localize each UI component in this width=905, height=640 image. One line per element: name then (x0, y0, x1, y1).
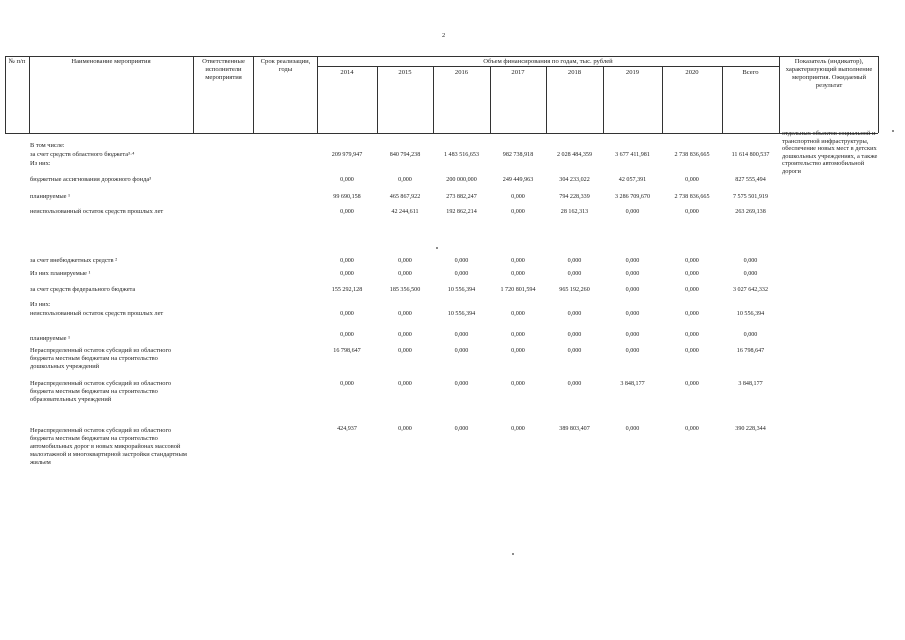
table-cell: 2 028 484,359 (556, 152, 593, 158)
table-cell: 0,000 (511, 209, 525, 215)
row-label: Из них: (30, 301, 51, 308)
table-cell: 42 244,611 (391, 209, 419, 215)
header-term: Срок реализации, годы (260, 58, 311, 73)
table-cell: 794 228,339 (559, 194, 590, 200)
row-label: Нераспределенный остаток субсидий из областного бюджета местным бюджетам на строительство дошкольных учреждений (30, 347, 172, 370)
table-cell: 0,000 (454, 332, 469, 338)
table-cell: 0,000 (685, 258, 699, 264)
table-cell: 0,000 (625, 287, 640, 293)
table-cell: 3 286 709,670 (614, 194, 651, 200)
table-cell: 0,000 (511, 311, 525, 317)
table-cell: 0,000 (625, 258, 640, 264)
page-number: 2 (442, 32, 446, 39)
table-cell: 424,937 (337, 426, 357, 432)
row-label: планируемые ¹ (30, 193, 71, 200)
table-cell: 0,000 (743, 258, 758, 264)
row-label: неиспользованный остаток средств прошлых лет (30, 310, 164, 317)
table-cell: 1 720 801,594 (500, 287, 536, 293)
table-cell: 840 794,238 (389, 152, 421, 158)
row-label: В том числе: (30, 142, 65, 149)
table-cell: 10 556,394 (447, 311, 476, 317)
table-cell: 0,000 (567, 271, 582, 277)
table-cell: 28 162,313 (560, 209, 589, 215)
table-cell: 185 356,500 (389, 287, 421, 293)
row-label: бюджетные ассигнования дорожного фонда³ (30, 176, 152, 183)
table-cell: 200 000,000 (446, 177, 477, 183)
table-cell: 0,000 (685, 271, 699, 277)
table-cell: 10 556,394 (736, 311, 765, 317)
table-cell: 42 057,391 (618, 177, 647, 183)
table-cell: 2 738 836,665 (674, 152, 710, 158)
table-cell: 273 882,247 (446, 194, 477, 200)
table-cell: 827 555,494 (735, 177, 766, 183)
row-label: Из них планируемые ¹ (30, 270, 91, 277)
year-2018: 2018 (567, 69, 582, 76)
table-cell: 0,000 (511, 381, 525, 387)
table-cell: 304 233,022 (559, 177, 590, 183)
table-cell: 263 269,138 (735, 209, 766, 215)
indicator-text: отдельных объектов социальной и транспортной инфраструктуры, обеспечение новых мест в детских дошкольных учреждениях, а также строительство автомобильной дороги (782, 130, 878, 175)
table-cell: 16 798,647 (333, 348, 361, 354)
table-cell: 0,000 (567, 258, 582, 264)
table-cell: 0,000 (685, 287, 699, 293)
table-cell: 0,000 (398, 332, 412, 338)
table-cell: 249 449,963 (502, 177, 534, 183)
table-cell: 0,000 (685, 426, 699, 432)
table-cell: 0,000 (685, 332, 699, 338)
year-2020: 2020 (685, 69, 699, 76)
table-cell: 0,000 (511, 271, 525, 277)
table-cell: 0,000 (340, 177, 354, 183)
table-cell: 0,000 (567, 348, 582, 354)
table-cell: 155 292,128 (331, 287, 363, 293)
table-cell: 3 027 642,332 (732, 287, 769, 293)
table-cell: 10 556,394 (447, 287, 476, 293)
table-cell: 390 228,344 (735, 426, 766, 432)
header-executors: Ответственные исполнители мероприятия (202, 58, 245, 81)
table-cell: 0,000 (340, 311, 354, 317)
table-cell: 0,000 (511, 258, 525, 264)
table-cell: 0,000 (511, 332, 525, 338)
table-cell: 11 614 800,537 (731, 152, 770, 158)
table-cell: 2 738 836,665 (674, 194, 710, 200)
year-2014: 2014 (340, 69, 354, 76)
table-cell: 0,000 (454, 258, 469, 264)
table-cell: 0,000 (625, 348, 640, 354)
table-cell: 0,000 (398, 381, 412, 387)
table-cell: 0,000 (625, 332, 640, 338)
table-cell: 0,000 (398, 426, 412, 432)
table-cell: 0,000 (743, 332, 758, 338)
table-cell: 0,000 (398, 258, 412, 264)
row-label: за счет средств федерального бюджета (30, 286, 136, 293)
table-cell: 0,000 (511, 194, 525, 200)
table-cell: 0,000 (511, 348, 525, 354)
row-label: Нераспределенный остаток субсидий из областного бюджета местным бюджетам на строительство автомобильных дорог в новых микрорайонах массовой малоэтажной и многоквартирной застройки стандартным жильем (30, 427, 187, 466)
table-cell: 0,000 (743, 271, 758, 277)
header-name: Наименование мероприятия (71, 58, 151, 65)
row-label: неиспользованный остаток средств прошлых лет (30, 208, 164, 215)
table-cell: 0,000 (625, 311, 640, 317)
year-total: Всего (742, 69, 759, 76)
year-2019: 2019 (625, 69, 640, 76)
table-cell: 389 803,407 (559, 426, 590, 432)
table-cell: 0,000 (340, 381, 354, 387)
table-cell: 0,000 (454, 426, 469, 432)
table-cell: 0,000 (454, 381, 469, 387)
year-2016: 2016 (454, 69, 469, 76)
table-cell: 0,000 (454, 271, 469, 277)
header-number: № п/п (8, 58, 26, 65)
table-cell: 0,000 (625, 426, 640, 432)
table-cell: 209 979,947 (331, 152, 363, 158)
year-2015: 2015 (398, 69, 412, 76)
table-cell: 0,000 (685, 209, 699, 215)
table-cell: 1 483 516,653 (443, 152, 480, 158)
row-label: Из них: (30, 160, 51, 167)
table-cell: 0,000 (567, 311, 582, 317)
table-cell: 0,000 (685, 177, 699, 183)
row-label: Нераспределенный остаток субсидий из областного бюджета местным бюджетам на строительство образовательных учреждений (30, 380, 172, 403)
table-cell: 0,000 (685, 381, 699, 387)
table-cell: 465 867,922 (389, 194, 421, 200)
table-cell: 965 192,260 (559, 287, 590, 293)
table-cell: 16 798,647 (736, 348, 765, 354)
table-cell: 0,000 (340, 332, 354, 338)
row-label: планируемые ¹ (30, 335, 71, 342)
table-cell: 0,000 (625, 209, 640, 215)
table-cell: 0,000 (398, 311, 412, 317)
table-cell: 0,000 (398, 348, 412, 354)
header-financing: Объем финансирования по годам, тыс. рублей (483, 58, 613, 65)
table-cell: 192 862,214 (446, 209, 477, 215)
table-cell: 0,000 (454, 348, 469, 354)
table-cell: 0,000 (685, 311, 699, 317)
table-cell: 0,000 (340, 258, 354, 264)
table-cell: 982 738,918 (502, 152, 534, 158)
table-cell: 0,000 (511, 426, 525, 432)
table-cell: 0,000 (340, 209, 354, 215)
year-2017: 2017 (511, 69, 525, 76)
table-cell: 0,000 (398, 271, 412, 277)
table-cell: 0,000 (685, 348, 699, 354)
table-cell: 99 690,158 (333, 194, 361, 200)
table-cell: 0,000 (625, 271, 640, 277)
table-cell: 0,000 (567, 332, 582, 338)
table-cell: 3 677 411,981 (615, 152, 650, 158)
table-cell: 7 575 501,919 (732, 194, 769, 200)
table-cell: 0,000 (567, 381, 582, 387)
row-label: за счет внебюджетных средств ² (30, 257, 117, 264)
row-label: за счет средств областного бюджета³·⁴ (30, 151, 135, 158)
table-cell: 3 848,177 (620, 381, 645, 387)
header-indicator: Показатель (индикатор), характеризующий выполнение мероприятия. Ожидаемый результат (785, 58, 873, 89)
table-cell: 3 848,177 (738, 381, 763, 387)
table-cell: 0,000 (340, 271, 354, 277)
table-cell: 0,000 (398, 177, 412, 183)
